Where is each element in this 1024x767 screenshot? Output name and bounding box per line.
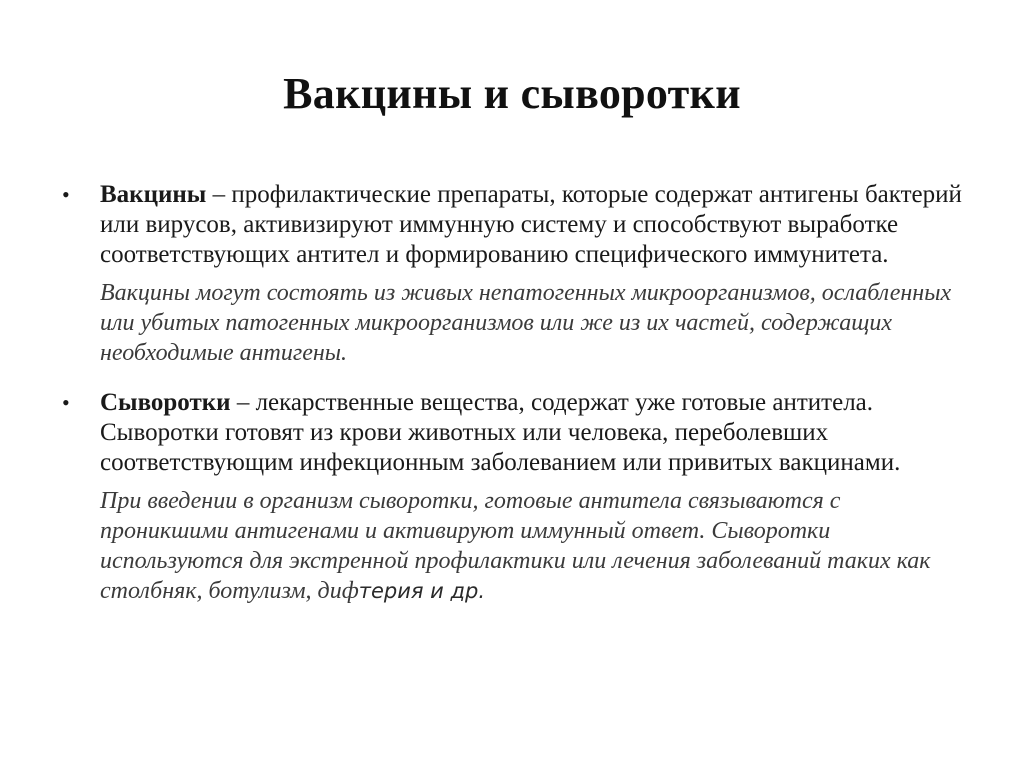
bullet-vaccines — [62, 180, 972, 368]
bullet-serums-text — [62, 388, 972, 478]
note-serums — [62, 486, 972, 606]
slide-title: Вакцины и сыворотки — [283, 69, 741, 118]
note-serums-tail: терия и др. — [358, 579, 486, 603]
note-serums-text: При введении в организм сыворотки, готовые антитела связываются с проникшими антигенами и активируют иммунный ответ. Сыворотки используются для экстренной профилактики или лечения заболеваний таких как столбняк, ботулизм, диф — [100, 488, 931, 604]
definition-vaccines: – профилактические препараты, которые содержат антигены бактерий или вирусов, активизируют иммунную систему и способствуют выработке соответствующих антител и формированию специфического иммунитета. — [100, 181, 962, 268]
bullet-vaccines-text — [62, 180, 972, 270]
note-vaccines — [62, 278, 972, 368]
note-vaccines-text: Вакцины могут состоять из живых непатогенных микроорганизмов, ослабленных или убитых патогенных микроорганизмов или же из их частей, содержащих необходимые антигены. — [100, 280, 952, 366]
bullet-marker: • — [62, 182, 70, 207]
bullet-marker: • — [62, 390, 70, 415]
term-serums: Сыворотки — [100, 389, 231, 416]
bullet-serums — [62, 388, 972, 606]
term-vaccines: Вакцины — [100, 181, 207, 208]
definition-serums: – лекарственные вещества, содержат уже готовые антитела. Сыворотки готовят из крови животных или человека, переболевших соответствующим инфекционным заболеванием или привитых вакцинами. — [100, 389, 901, 476]
